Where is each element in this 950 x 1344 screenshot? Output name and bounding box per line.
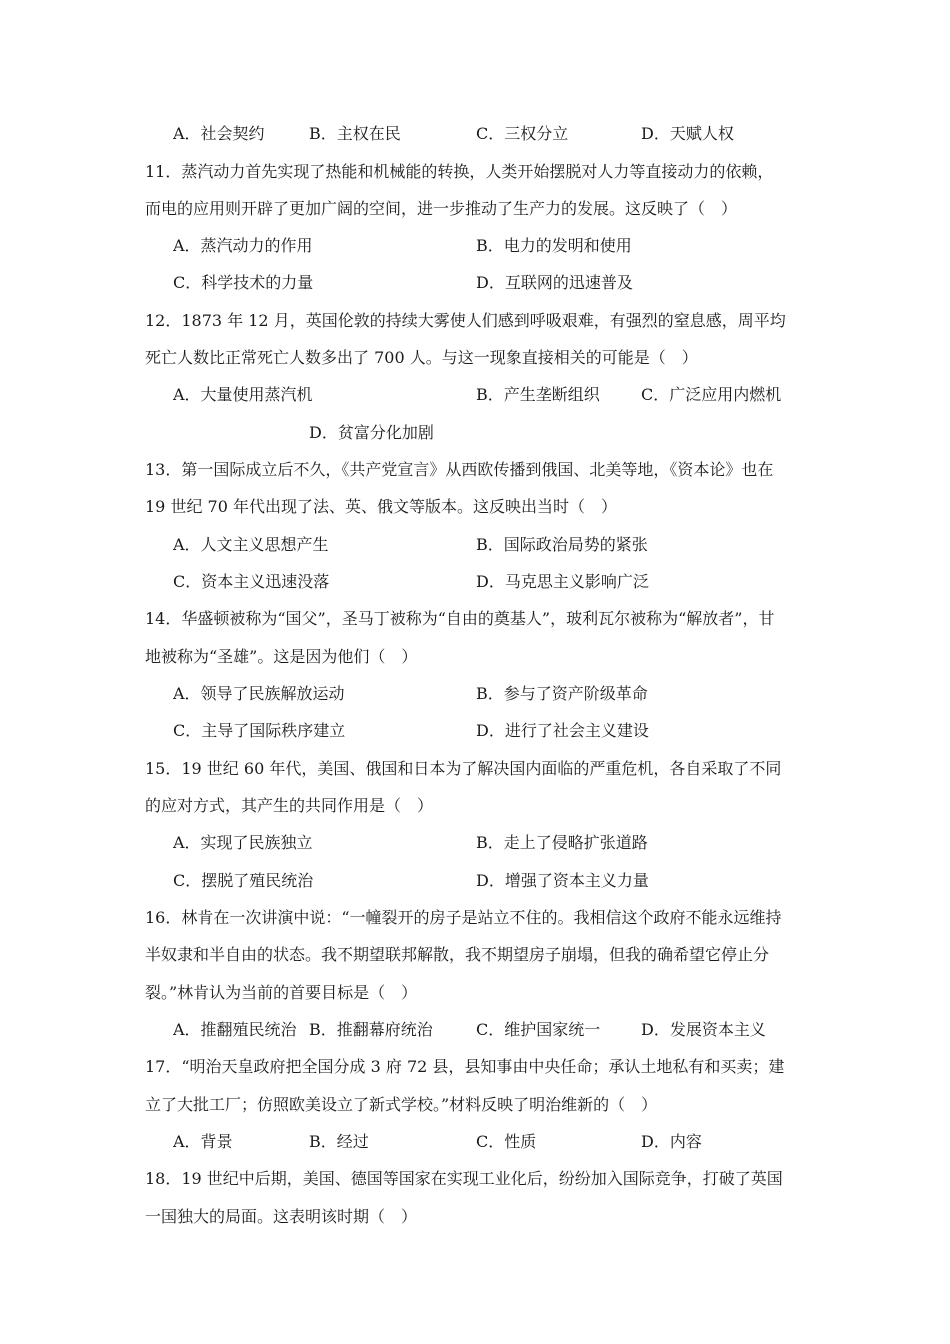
q16-stem-line1: 16．林肯在一次讲演中说：“一幢裂开的房子是站立不住的。我相信这个政府不能永远维持 (145, 908, 782, 927)
q13-option-a: A．人文主义思想产生 (173, 535, 329, 554)
q16-option-c: C．维护国家统一 (476, 1020, 601, 1039)
q15-stem-line2: 的应对方式，其产生的共同作用是（ ） (145, 796, 434, 815)
q10-option-b: B．主权在民 (309, 124, 401, 143)
q14-option-a: A．领导了民族解放运动 (173, 684, 345, 703)
q13-stem-line1: 13．第一国际成立后不久，《共产党宣言》从西欧传播到俄国、北美等地，《资本论》也在 (145, 460, 774, 479)
q14-option-b: B．参与了资产阶级革命 (476, 684, 648, 703)
q12-option-a: A．大量使用蒸汽机 (173, 385, 313, 404)
q11-stem-line2: 而电的应用则开辟了更加广阔的空间，进一步推动了生产力的发展。这反映了（ ） (145, 199, 738, 218)
q15-option-d: D．增强了资本主义力量 (476, 871, 649, 890)
q16-option-a: A．推翻殖民统治 (173, 1020, 297, 1039)
q16-stem-line3: 裂。”林肯认为当前的首要目标是（ ） (145, 983, 418, 1002)
q11-stem-line1: 11．蒸汽动力首先实现了热能和机械能的转换，人类开始摆脱对人力等直接动力的依赖， (145, 162, 774, 181)
q14-option-c: C．主导了国际秩序建立 (173, 721, 346, 740)
q17-stem-line1: 17．“明治天皇政府把全国分成 3 府 72 县，县知事由中央任命；承认土地私有和买卖；建 (145, 1057, 785, 1076)
q16-option-b: B．推翻幕府统治 (309, 1020, 433, 1039)
q17-option-c: C．性质 (476, 1132, 537, 1151)
q16-option-d: D．发展资本主义 (641, 1020, 766, 1039)
q12-stem-line2: 死亡人数比正常死亡人数多出了 700 人。与这一现象直接相关的可能是（ ） (145, 348, 698, 367)
q17-stem-line2: 立了大批工厂；仿照欧美设立了新式学校。”材料反映了明治维新的（ ） (145, 1095, 658, 1114)
q15-option-a: A．实现了民族独立 (173, 833, 313, 852)
q11-option-b: B．电力的发明和使用 (476, 236, 632, 255)
q15-option-b: B．走上了侵略扩张道路 (476, 833, 648, 852)
q12-option-b: B．产生垄断组织 (476, 385, 600, 404)
q10-option-d: D．天赋人权 (641, 124, 734, 143)
q13-option-b: B．国际政治局势的紧张 (476, 535, 648, 554)
q15-option-c: C．摆脱了殖民统治 (173, 871, 314, 890)
q13-option-c: C．资本主义迅速没落 (173, 572, 330, 591)
q17-option-b: B．经过 (309, 1132, 369, 1151)
q17-option-a: A．背景 (173, 1132, 233, 1151)
q14-stem-line2: 地被称为“圣雄”。这是因为他们（ ） (145, 647, 418, 666)
q11-option-c: C．科学技术的力量 (173, 273, 314, 292)
q12-option-d: D．贫富分化加剧 (309, 423, 434, 442)
q11-option-d: D．互联网的迅速普及 (476, 273, 633, 292)
q15-stem-line1: 15．19 世纪 60 年代，美国、俄国和日本为了解决国内面临的严重危机，各自采取了不同 (145, 759, 782, 778)
q12-stem-line1: 12．1873 年 12 月，英国伦敦的持续大雾使人们感到呼吸艰难，有强烈的窒息感，周平均 (145, 311, 786, 330)
q10-option-c: C．三权分立 (476, 124, 569, 143)
q18-stem-line2: 一国独大的局面。这表明该时期（ ） (145, 1207, 418, 1226)
q13-option-d: D．马克思主义影响广泛 (476, 572, 649, 591)
q14-stem-line1: 14．华盛顿被称为“国父”，圣马丁被称为“自由的奠基人”，玻利瓦尔被称为“解放者”，甘 (145, 609, 775, 628)
q16-stem-line2: 半奴隶和半自由的状态。我不期望联邦解散，我不期望房子崩塌，但我的确希望它停止分 (145, 945, 770, 964)
q11-option-a: A．蒸汽动力的作用 (173, 236, 313, 255)
q13-stem-line2: 19 世纪 70 年代出现了法、英、俄文等版本。这反映出当时（ ） (145, 497, 617, 516)
q12-option-c: C．广泛应用内燃机 (641, 385, 782, 404)
q18-stem-line1: 18．19 世纪中后期，美国、德国等国家在实现工业化后，纷纷加入国际竞争，打破了英国 (145, 1169, 783, 1188)
q17-option-d: D．内容 (641, 1132, 702, 1151)
q10-option-a: A．社会契约 (173, 124, 265, 143)
q14-option-d: D．进行了社会主义建设 (476, 721, 649, 740)
